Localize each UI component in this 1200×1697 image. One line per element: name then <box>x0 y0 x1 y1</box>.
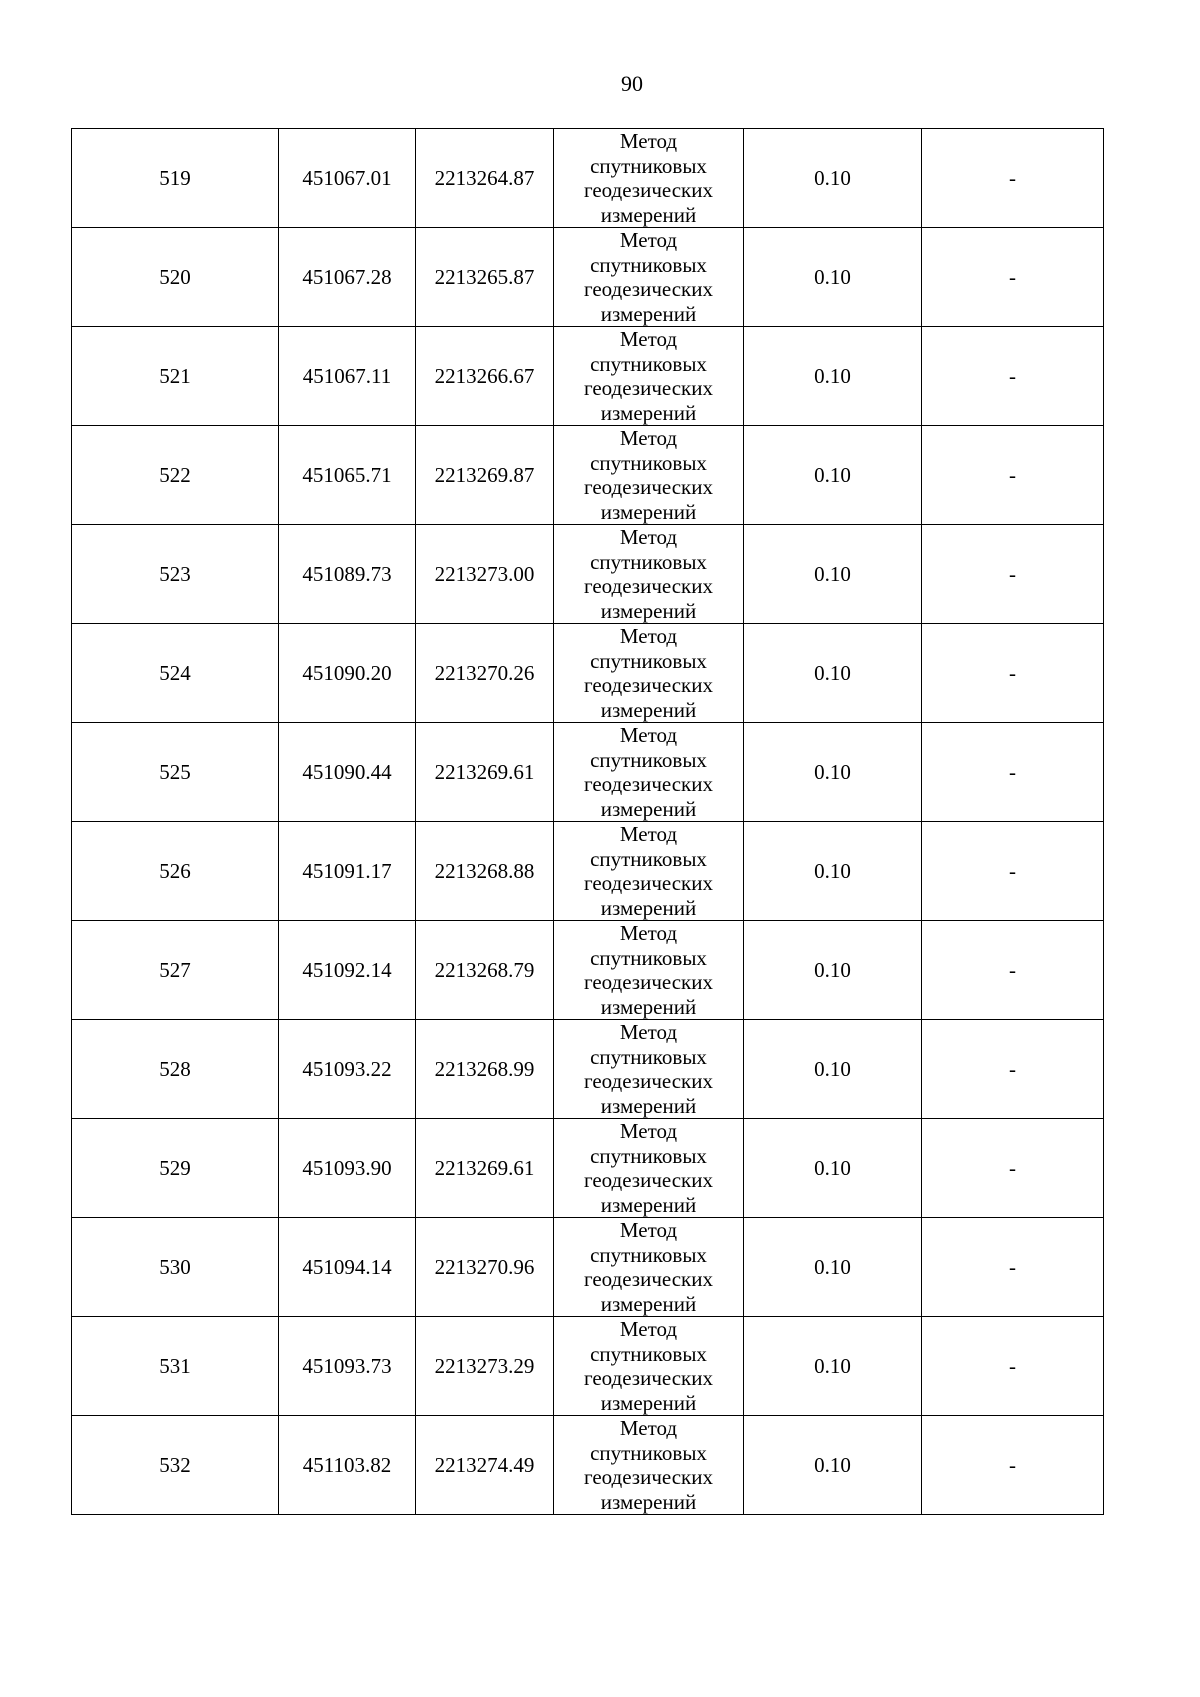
table-row <box>72 1020 1104 1119</box>
accuracy-cell: 0.10 <box>744 426 922 525</box>
x-coordinate-cell: 451092.14 <box>279 921 416 1020</box>
method-cell <box>554 1218 744 1317</box>
x-coordinate-cell: 451067.01 <box>279 129 416 228</box>
table-row <box>72 1416 1104 1515</box>
method-line: спутниковых <box>590 747 707 772</box>
method-cell <box>554 1020 744 1119</box>
method-cell <box>554 228 744 327</box>
method-line: геодезических <box>583 1168 713 1192</box>
method-line: измерений <box>600 202 697 227</box>
point-number-cell: 529 <box>72 1119 279 1218</box>
point-number-cell: 522 <box>72 426 279 525</box>
x-coordinate-cell: 451094.14 <box>279 1218 416 1317</box>
method-line: Метод <box>619 327 678 351</box>
x-coordinate-cell: 451089.73 <box>279 525 416 624</box>
method-line: геодезических <box>583 673 713 697</box>
method-line: Метод <box>619 624 678 648</box>
method-line: измерений <box>600 697 697 722</box>
method-line: Метод <box>619 1416 678 1440</box>
note-cell: - <box>922 426 1104 525</box>
note-cell: - <box>922 1416 1104 1515</box>
y-coordinate-cell: 2213265.87 <box>416 228 554 327</box>
point-number-cell: 527 <box>72 921 279 1020</box>
accuracy-cell: 0.10 <box>744 228 922 327</box>
table-row <box>72 822 1104 921</box>
note-cell: - <box>922 228 1104 327</box>
point-number-cell: 523 <box>72 525 279 624</box>
method-cell <box>554 525 744 624</box>
table-row <box>72 129 1104 228</box>
method-line: Метод <box>619 822 678 846</box>
table-row <box>72 1218 1104 1317</box>
table-row <box>72 327 1104 426</box>
accuracy-cell: 0.10 <box>744 624 922 723</box>
note-cell: - <box>922 723 1104 822</box>
method-line: Метод <box>619 129 678 153</box>
y-coordinate-cell: 2213268.79 <box>416 921 554 1020</box>
method-line: спутниковых <box>590 1143 707 1168</box>
method-line: измерений <box>600 400 697 425</box>
accuracy-cell: 0.10 <box>744 1416 922 1515</box>
method-cell <box>554 1416 744 1515</box>
x-coordinate-cell: 451093.73 <box>279 1317 416 1416</box>
table-body <box>72 129 1104 1515</box>
accuracy-cell: 0.10 <box>744 327 922 426</box>
method-line: геодезических <box>583 277 713 301</box>
page-number: 90 <box>621 71 643 96</box>
method-line: спутниковых <box>590 1440 707 1465</box>
method-line: геодезических <box>583 376 713 400</box>
method-line: измерений <box>600 1489 697 1514</box>
method-line: измерений <box>600 1093 697 1118</box>
method-cell <box>554 723 744 822</box>
note-cell: - <box>922 129 1104 228</box>
method-line: спутниковых <box>590 549 707 574</box>
accuracy-cell: 0.10 <box>744 723 922 822</box>
table-row <box>72 228 1104 327</box>
method-line: измерений <box>600 994 697 1019</box>
y-coordinate-cell: 2213270.26 <box>416 624 554 723</box>
x-coordinate-cell: 451065.71 <box>279 426 416 525</box>
method-line: спутниковых <box>590 1044 707 1069</box>
method-line: спутниковых <box>590 846 707 871</box>
method-line: геодезических <box>583 475 713 499</box>
y-coordinate-cell: 2213264.87 <box>416 129 554 228</box>
note-cell: - <box>922 1020 1104 1119</box>
table-row <box>72 624 1104 723</box>
coordinates-table <box>71 128 1104 1515</box>
x-coordinate-cell: 451093.22 <box>279 1020 416 1119</box>
y-coordinate-cell: 2213268.99 <box>416 1020 554 1119</box>
accuracy-cell: 0.10 <box>744 525 922 624</box>
y-coordinate-cell: 2213274.49 <box>416 1416 554 1515</box>
method-line: спутниковых <box>590 1341 707 1366</box>
method-line: измерений <box>600 301 697 326</box>
method-line: спутниковых <box>590 153 707 178</box>
method-line: спутниковых <box>590 252 707 277</box>
method-line: геодезических <box>583 1267 713 1291</box>
note-cell: - <box>922 1119 1104 1218</box>
x-coordinate-cell: 451103.82 <box>279 1416 416 1515</box>
y-coordinate-cell: 2213268.88 <box>416 822 554 921</box>
accuracy-cell: 0.10 <box>744 1119 922 1218</box>
method-line: измерений <box>600 1390 697 1415</box>
accuracy-cell: 0.10 <box>744 129 922 228</box>
method-line: измерений <box>600 598 697 623</box>
method-line: спутниковых <box>590 945 707 970</box>
method-cell <box>554 1119 744 1218</box>
y-coordinate-cell: 2213269.87 <box>416 426 554 525</box>
method-line: спутниковых <box>590 450 707 475</box>
point-number-cell: 519 <box>72 129 279 228</box>
note-cell: - <box>922 327 1104 426</box>
method-line: Метод <box>619 426 678 450</box>
table-row <box>72 723 1104 822</box>
method-cell <box>554 921 744 1020</box>
method-line: спутниковых <box>590 1242 707 1267</box>
table-row <box>72 1317 1104 1416</box>
method-line: Метод <box>619 723 678 747</box>
method-cell <box>554 624 744 723</box>
table-row <box>72 1119 1104 1218</box>
method-line: измерений <box>600 895 697 920</box>
y-coordinate-cell: 2213270.96 <box>416 1218 554 1317</box>
method-line: Метод <box>619 921 678 945</box>
y-coordinate-cell: 2213269.61 <box>416 1119 554 1218</box>
method-line: измерений <box>600 499 697 524</box>
method-line: Метод <box>619 228 678 252</box>
method-line: геодезических <box>583 1069 713 1093</box>
point-number-cell: 532 <box>72 1416 279 1515</box>
accuracy-cell: 0.10 <box>744 822 922 921</box>
method-line: измерений <box>600 1291 697 1316</box>
method-line: геодезических <box>583 1366 713 1390</box>
accuracy-cell: 0.10 <box>744 1218 922 1317</box>
y-coordinate-cell: 2213266.67 <box>416 327 554 426</box>
note-cell: - <box>922 921 1104 1020</box>
method-line: Метод <box>619 1317 678 1341</box>
point-number-cell: 521 <box>72 327 279 426</box>
method-line: Метод <box>619 1119 678 1143</box>
y-coordinate-cell: 2213273.00 <box>416 525 554 624</box>
note-cell: - <box>922 624 1104 723</box>
x-coordinate-cell: 451067.28 <box>279 228 416 327</box>
method-line: геодезических <box>583 178 713 202</box>
table-row <box>72 921 1104 1020</box>
y-coordinate-cell: 2213269.61 <box>416 723 554 822</box>
method-line: измерений <box>600 796 697 821</box>
note-cell: - <box>922 1218 1104 1317</box>
accuracy-cell: 0.10 <box>744 921 922 1020</box>
point-number-cell: 520 <box>72 228 279 327</box>
method-line: Метод <box>619 525 678 549</box>
method-cell <box>554 1317 744 1416</box>
point-number-cell: 528 <box>72 1020 279 1119</box>
table-row <box>72 426 1104 525</box>
x-coordinate-cell: 451090.20 <box>279 624 416 723</box>
y-coordinate-cell: 2213273.29 <box>416 1317 554 1416</box>
x-coordinate-cell: 451091.17 <box>279 822 416 921</box>
x-coordinate-cell: 451067.11 <box>279 327 416 426</box>
method-cell <box>554 327 744 426</box>
note-cell: - <box>922 1317 1104 1416</box>
method-line: геодезических <box>583 970 713 994</box>
method-line: спутниковых <box>590 351 707 376</box>
method-line: геодезических <box>583 772 713 796</box>
point-number-cell: 524 <box>72 624 279 723</box>
method-line: Метод <box>619 1020 678 1044</box>
method-line: геодезических <box>583 1465 713 1489</box>
x-coordinate-cell: 451090.44 <box>279 723 416 822</box>
method-cell <box>554 426 744 525</box>
method-line: геодезических <box>583 574 713 598</box>
point-number-cell: 526 <box>72 822 279 921</box>
method-cell <box>554 129 744 228</box>
accuracy-cell: 0.10 <box>744 1317 922 1416</box>
method-cell <box>554 822 744 921</box>
note-cell: - <box>922 822 1104 921</box>
method-line: спутниковых <box>590 648 707 673</box>
point-number-cell: 525 <box>72 723 279 822</box>
point-number-cell: 530 <box>72 1218 279 1317</box>
method-line: Метод <box>619 1218 678 1242</box>
x-coordinate-cell: 451093.90 <box>279 1119 416 1218</box>
point-number-cell: 531 <box>72 1317 279 1416</box>
table-row <box>72 525 1104 624</box>
method-line: геодезических <box>583 871 713 895</box>
accuracy-cell: 0.10 <box>744 1020 922 1119</box>
note-cell: - <box>922 525 1104 624</box>
method-line: измерений <box>600 1192 697 1217</box>
